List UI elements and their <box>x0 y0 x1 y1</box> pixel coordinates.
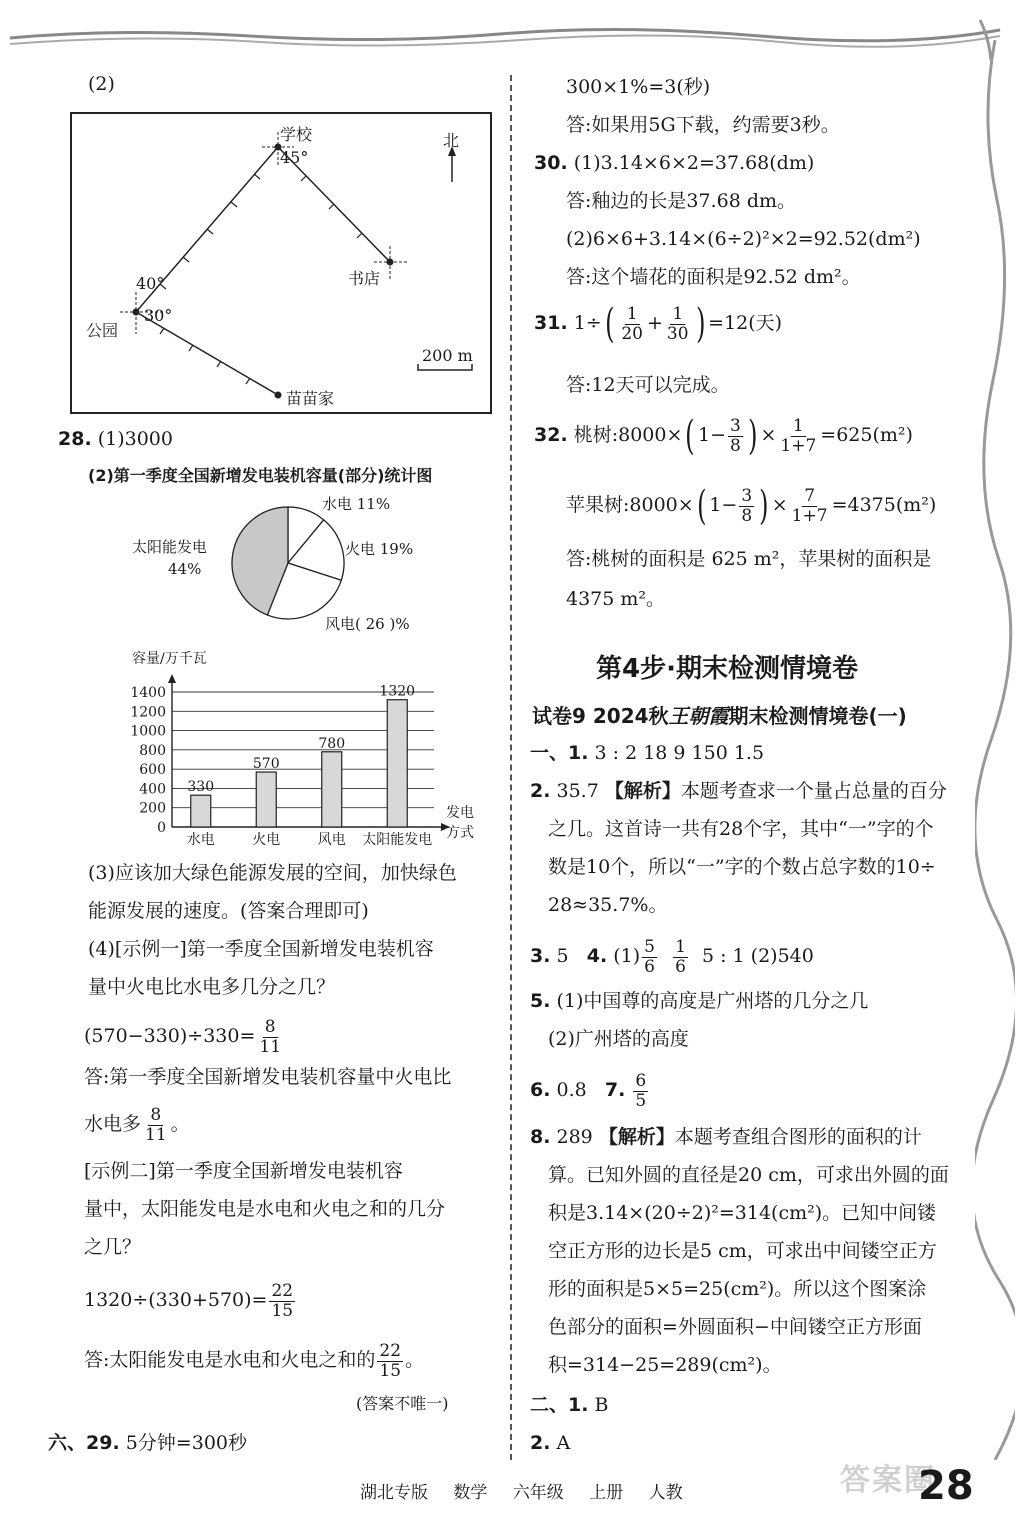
q32-answer-line1: 答:桃树的面积是 625 m²，苹果树的面积是 <box>566 548 932 570</box>
bar-value-label: 780 <box>318 735 346 752</box>
q31-post: =12(天) <box>708 312 783 334</box>
answer-text: 水电多 <box>84 1113 142 1136</box>
angle-40-label: 40° <box>136 274 165 293</box>
right-paren: ) <box>759 483 769 529</box>
footer <box>360 1478 703 1503</box>
q30-part2: (2)6×6+3.14×(6÷2)²×2=92.52(dm²) <box>566 228 921 250</box>
s8-line4: 空正方形的边长是5 cm，可求出中间镂空正方 <box>548 1240 937 1262</box>
q28-part3-line2: 能源发展的速度。(答案合理即可) <box>88 900 369 922</box>
answer-not-unique: (答案不唯一) <box>356 1394 449 1413</box>
bar-value-label: 330 <box>187 779 215 796</box>
denominator: 15 <box>271 1300 294 1321</box>
bar-chart-xlabel-1: 发电 <box>446 805 474 821</box>
fraction-1-20 <box>619 305 645 343</box>
s2-value: 35.7 <box>556 780 599 802</box>
q28-eq2 <box>84 1282 297 1320</box>
fraction-8-11 <box>143 1106 169 1144</box>
numerator: 1 <box>672 303 684 324</box>
numerator: 3 <box>741 485 753 506</box>
analysis-tag: 【解析】 <box>598 1126 675 1148</box>
footer-province: 湖北专版 <box>360 1483 428 1503</box>
numerator: 3 <box>730 415 741 436</box>
fraction-22-15 <box>377 1342 403 1380</box>
bar-chart-ylabel: 容量/万千瓦 <box>132 651 207 667</box>
q28-example2-line3: 之几？ <box>84 1236 142 1258</box>
q29-line <box>48 1434 247 1453</box>
q28-example2-line1: [示例二]第一季度全国新增发电装机容 <box>84 1160 403 1182</box>
q32-apple <box>566 483 937 529</box>
s2-line4: 28≈35.7%。 <box>548 894 668 916</box>
q28-part1: (1)3000 <box>97 428 173 450</box>
q30-answer2: 答:这个墙花的面积是92.52 dm²。 <box>566 266 861 288</box>
s6-s7-line <box>530 1072 650 1110</box>
times-sign: × <box>760 424 777 446</box>
q28-eq2-text: 1320÷(330+570)= <box>84 1289 268 1312</box>
left-paren: ( <box>696 483 707 529</box>
fraction-22-15 <box>269 1282 295 1320</box>
numerator: 22 <box>271 1281 294 1301</box>
q28-answer1-line2 <box>84 1106 190 1144</box>
page-number: 28 <box>918 1463 974 1509</box>
q29-answer: 答:如果用5G下载，约需要3秒。 <box>566 114 840 136</box>
pie-label-solar-pct: 44% <box>168 560 202 578</box>
q29-number: 六、29. <box>48 1432 120 1454</box>
q28-answer1-line1: 答:第一季度全国新增发电装机容量中火电比 <box>84 1066 452 1088</box>
denominator: 1+7 <box>791 505 828 526</box>
numerator: 7 <box>804 485 816 506</box>
analysis-tag: 【解析】 <box>604 780 681 802</box>
bar-category-label: 风电 <box>317 832 346 848</box>
bar-value-label: 1320 <box>379 683 416 700</box>
s2-line3: 数是10个，所以“一”字的个数占总字数的10÷ <box>548 856 936 878</box>
peach-post: =625(m²) <box>820 424 913 446</box>
s5-part1: (1)中国尊的高度是广州塔的几分之几 <box>556 990 869 1012</box>
fraction-1-30 <box>665 305 691 343</box>
school-label: 学校 <box>280 125 313 144</box>
q32-peach <box>534 413 913 459</box>
q27-part2-label: (2) <box>88 73 115 95</box>
denominator: 8 <box>741 505 753 526</box>
numerator: 1 <box>626 303 638 324</box>
bookstore-label: 书店 <box>348 269 381 288</box>
y-tick-label: 600 <box>139 762 166 779</box>
s4-pre: (1) <box>613 945 641 968</box>
denominator: 11 <box>145 1124 167 1145</box>
fraction-6-5 <box>633 1072 648 1110</box>
scale-label: 200 m <box>422 346 473 365</box>
denominator: 1+7 <box>780 435 817 456</box>
park-label: 公园 <box>86 321 119 340</box>
q28-number: 28. <box>58 428 92 450</box>
q30-number: 30. <box>534 152 568 174</box>
bar-category-label: 火电 <box>252 832 281 848</box>
y-tick-label: 400 <box>139 781 166 798</box>
fraction-7-8 <box>790 487 830 525</box>
bar-category-label: 水电 <box>186 832 215 848</box>
fraction-1-6 <box>673 938 688 976</box>
q31-number: 31. <box>534 312 568 334</box>
fraction-3-8 <box>728 417 743 455</box>
pie-label-hydro: 水电 11% <box>322 495 391 513</box>
section-heading: 第4步·期末检测情境卷 <box>596 654 858 684</box>
q28-part3-line1: (3)应该加大绿色能源发展的空间，加快绿色 <box>88 862 457 884</box>
y-tick-label: 1000 <box>130 723 166 740</box>
fraction-3-8 <box>739 487 754 525</box>
t2-line <box>530 1434 570 1453</box>
y-tick-label: 1400 <box>130 685 166 701</box>
y-tick-label: 800 <box>139 742 166 759</box>
fraction-5-6 <box>642 938 657 976</box>
s5-number: 5. <box>530 990 551 1012</box>
s8-line2: 算。已知外圆的直径是20 cm，可求出外圆的面 <box>548 1164 949 1186</box>
y-axis-arrow <box>168 674 176 683</box>
bar-2 <box>322 752 342 827</box>
left-paren: ( <box>604 301 615 347</box>
pie-label-thermal: 火电 19% <box>345 540 414 558</box>
q31-answer: 答:12天可以完成。 <box>566 374 730 396</box>
q32-answer-line2: 4375 m²。 <box>566 588 666 610</box>
paper-title <box>532 700 907 729</box>
direction-map <box>70 112 492 414</box>
bar-3 <box>387 700 407 827</box>
q28-eq1 <box>84 1018 285 1056</box>
pie-label-wind: 风电( 26 )% <box>325 615 410 633</box>
q28-part4-line1: (4)[示例一]第一季度全国新增发电装机容 <box>88 938 434 960</box>
y-tick-label: 200 <box>139 800 166 817</box>
numerator: 1 <box>675 937 686 957</box>
s2-line1 <box>530 782 947 801</box>
denominator: 6 <box>675 956 686 977</box>
s8-line5: 形的面积是5×5=25(cm²)。所以这个图案涂 <box>548 1278 927 1300</box>
brand-logo-text: 王朝霞 <box>668 704 729 728</box>
footer-volume: 上册 <box>589 1483 624 1503</box>
numerator: 8 <box>264 1017 276 1037</box>
t2-number: 2. <box>530 1432 551 1454</box>
right-paren: ) <box>695 301 706 347</box>
footer-grade: 六年级 <box>512 1483 564 1503</box>
y-tick-label: 1200 <box>130 704 166 721</box>
s5-line1 <box>530 992 868 1011</box>
home-label: 苗苗家 <box>286 389 335 408</box>
paper-title-post: 期末检测情境卷(一) <box>728 704 907 728</box>
s6-number: 6. <box>530 1079 551 1102</box>
t2-value: A <box>556 1432 571 1454</box>
q28-part4-line2: 量中火电比水电多几分之几？ <box>88 976 336 998</box>
s4-post: 5 : 1 (2)540 <box>701 945 814 968</box>
q29-text: 5分钟=300秒 <box>125 1432 247 1454</box>
fraction-8-11 <box>257 1018 283 1056</box>
footer-edition: 人教 <box>648 1483 683 1503</box>
s2-line2: 之几。这首诗一共有28个字，其中“一”字的个 <box>548 818 934 840</box>
s1-line <box>530 744 764 763</box>
denominator: 8 <box>730 435 741 456</box>
q31-pre: 1÷ <box>573 312 602 334</box>
s6-value: 0.8 <box>556 1079 587 1102</box>
numerator: 5 <box>644 937 655 957</box>
s3-s4-line <box>530 938 814 976</box>
footer-subject: 数学 <box>453 1483 488 1503</box>
q30-part1-text: (1)3.14×6×2=37.68(dm) <box>573 152 815 174</box>
bar-category-label: 太阳能发电 <box>362 832 433 848</box>
left-paren: ( <box>685 413 695 459</box>
q31-equation <box>534 301 783 347</box>
denominator: 6 <box>644 956 655 977</box>
s3-value: 5 <box>556 945 569 968</box>
pie-label-solar: 太阳能发电 <box>132 538 208 556</box>
s8-line6: 色部分的面积=外圆面积−中间镂空正方形面 <box>548 1316 922 1338</box>
s3-number: 3. <box>530 945 551 968</box>
q28-line1 <box>58 430 173 449</box>
north-label: 北 <box>443 131 460 150</box>
numerator: 22 <box>379 1341 402 1361</box>
t1-number: 二、1. <box>530 1394 589 1416</box>
denominator: 5 <box>635 1090 647 1111</box>
s5-line2: (2)广州塔的高度 <box>548 1028 689 1050</box>
plus-sign: + <box>646 312 663 334</box>
q28-example2-line2: 量中，太阳能发电是水电和火电之和的几分 <box>84 1198 446 1220</box>
answer-end: 。 <box>170 1113 190 1136</box>
numerator: 1 <box>792 415 804 436</box>
bar-1 <box>256 772 276 827</box>
top-decoration <box>0 0 1016 60</box>
denominator: 11 <box>259 1036 282 1057</box>
s4-number: 4. <box>586 945 608 968</box>
apple-post: =4375(m²) <box>831 494 937 516</box>
bar-0 <box>191 795 211 827</box>
s2-number: 2. <box>530 780 551 802</box>
s8-line1 <box>530 1128 922 1147</box>
s8-value: 289 <box>556 1126 593 1148</box>
numerator: 8 <box>150 1105 162 1125</box>
t1-line <box>530 1396 608 1415</box>
q32-number: 32. <box>534 424 568 446</box>
q30-part1 <box>534 154 814 173</box>
one-minus: 1− <box>709 494 738 516</box>
s8-text: 本题考查组合图形的面积的计 <box>674 1126 922 1148</box>
q30-answer1: 答:釉边的长是37.68 dm。 <box>566 190 797 212</box>
s1-text: 3 : 2 18 9 150 1.5 <box>594 742 765 764</box>
s2-text: 本题考查求一个量占总量的百分 <box>680 780 947 802</box>
numerator: 6 <box>635 1071 647 1091</box>
right-edge-decoration <box>975 40 1015 1460</box>
angle-30-label: 30° <box>144 306 173 325</box>
bar-chart <box>120 650 490 850</box>
y-tick-label: 0 <box>157 820 166 836</box>
answer-text: 答:太阳能发电是水电和火电之和的 <box>84 1349 376 1372</box>
t1-value: B <box>594 1394 609 1416</box>
s1-number: 一、1. <box>530 742 589 764</box>
denominator: 30 <box>666 323 689 344</box>
s8-line3: 积是3.14×(20÷2)²=314(cm²)。已知中间镂 <box>548 1202 937 1224</box>
q28-answer2 <box>84 1342 424 1380</box>
q28-eq1-text: (570−330)÷330= <box>84 1025 256 1048</box>
s8-line7: 积=314−25=289(cm²)。 <box>548 1354 782 1376</box>
s8-number: 8. <box>530 1126 551 1148</box>
pie-chart-title: (2)第一季度全国新增发电装机容量(部分)统计图 <box>88 466 433 485</box>
watermark: 答案圈 <box>840 1463 936 1498</box>
fraction-1-8 <box>778 417 818 455</box>
s7-number: 7. <box>604 1079 626 1102</box>
denominator: 15 <box>379 1360 402 1381</box>
one-minus: 1− <box>698 424 727 446</box>
peach-pre: 桃树:8000× <box>573 424 683 446</box>
column-divider <box>510 75 512 1460</box>
bar-value-label: 570 <box>252 756 280 773</box>
answer-end: 。 <box>405 1349 425 1372</box>
bar-chart-xlabel-2: 方式 <box>446 825 474 841</box>
right-paren: ) <box>747 413 758 459</box>
q29-calc: 300×1%=3(秒) <box>566 76 711 98</box>
denominator: 20 <box>621 323 643 344</box>
angle-45-label: 45° <box>280 148 309 167</box>
times-sign: × <box>771 494 788 516</box>
apple-pre: 苹果树:8000× <box>566 494 694 516</box>
paper-title-pre: 试卷9 2024秋 <box>532 704 669 728</box>
